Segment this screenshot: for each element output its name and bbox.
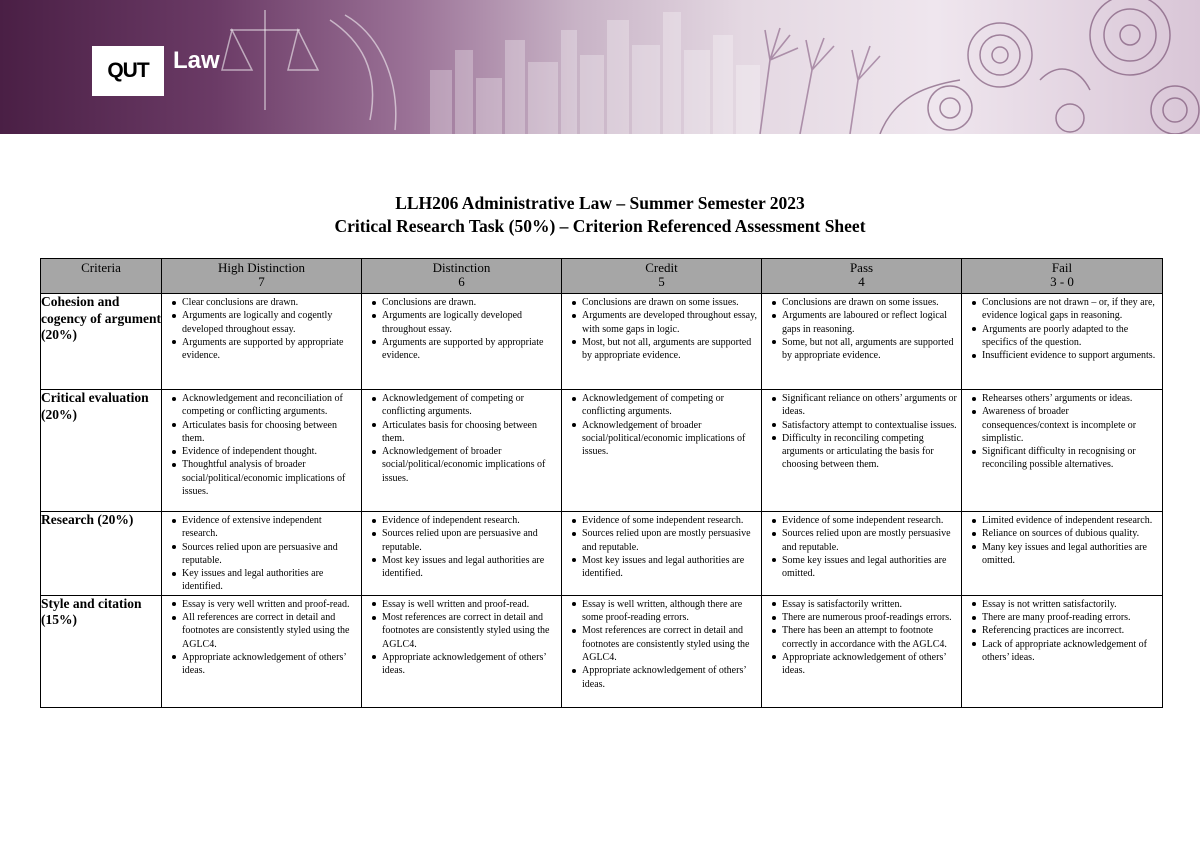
table-cell (562, 390, 762, 512)
header-criteria: Criteria (41, 259, 162, 294)
grade-value: 5 (658, 274, 665, 289)
bullet-list (762, 514, 961, 580)
logo-text: QUT (107, 59, 149, 82)
list-item: There are numerous proof-readings errors. (782, 611, 957, 624)
table-cell (562, 595, 762, 707)
list-item: Conclusions are not drawn – or, if they are, evidence logical gaps in reasoning. (982, 296, 1158, 323)
grade-value: 6 (458, 274, 465, 289)
header-distinction: Distinction 6 (362, 259, 562, 294)
list-item: Most, but not all, arguments are supported by appropriate evidence. (582, 336, 757, 363)
bullet-list (162, 392, 361, 498)
list-item: Essay is well written and proof-read. (382, 598, 557, 611)
list-item: Conclusions are drawn on some issues. (782, 296, 957, 309)
list-item: Most key issues and legal authorities are identified. (382, 554, 557, 581)
assessment-table (40, 258, 1163, 708)
list-item: Rehearses others’ arguments or ideas. (982, 392, 1158, 405)
list-item: Most references are correct in detail and footnotes are consistently styled using the AGLC4. (582, 624, 757, 664)
list-item: Essay is very well written and proof-read. (182, 598, 357, 611)
bullet-list (962, 392, 1162, 472)
bullet-list (962, 598, 1162, 664)
table-cell (362, 390, 562, 512)
list-item: Arguments are laboured or reflect logical gaps in reasoning. (782, 309, 957, 336)
bullet-list (762, 296, 961, 362)
table-cell (962, 390, 1163, 512)
bullet-list (362, 392, 561, 485)
header-banner (0, 0, 1200, 134)
criterion-label: Style and citation (15%) (41, 595, 162, 707)
bullet-list (762, 392, 961, 472)
list-item: Significant difficulty in recognising or reconciling possible alternatives. (982, 445, 1158, 472)
list-item: Evidence of independent thought. (182, 445, 357, 458)
table-cell (562, 294, 762, 390)
list-item: Sources relied upon are persuasive and reputable. (382, 527, 557, 554)
criterion-label: Critical evaluation (20%) (41, 390, 162, 512)
list-item: Lack of appropriate acknowledgement of others’ ideas. (982, 638, 1158, 665)
table-cell (162, 390, 362, 512)
list-item: Some key issues and legal authorities are omitted. (782, 554, 957, 581)
header-credit: Credit 5 (562, 259, 762, 294)
list-item: Articulates basis for choosing between them. (382, 419, 557, 446)
criterion-label: Research (20%) (41, 512, 162, 596)
grade-value: 7 (258, 274, 265, 289)
grade-value: 3 - 0 (1050, 274, 1074, 289)
list-item: Arguments are poorly adapted to the specifics of the question. (982, 323, 1158, 350)
list-item: Evidence of independent research. (382, 514, 557, 527)
table-row (41, 512, 1163, 596)
table-cell (362, 595, 562, 707)
table-cell (962, 294, 1163, 390)
list-item: Arguments are logically developed throughout essay. (382, 309, 557, 336)
list-item: Essay is satisfactorily written. (782, 598, 957, 611)
list-item: Difficulty in reconciling competing arguments or articulating the basis for choosing between them. (782, 432, 957, 472)
table-cell (162, 595, 362, 707)
bullet-list (362, 514, 561, 580)
list-item: Acknowledgement of competing or conflicting arguments. (582, 392, 757, 419)
table-cell (762, 294, 962, 390)
list-item: Acknowledgement of broader social/political/economic implications of issues. (582, 419, 757, 459)
bullet-list (362, 598, 561, 678)
page-subtitle: Critical Research Task (50%) – Criterion Referenced Assessment Sheet (334, 216, 866, 236)
list-item: Appropriate acknowledgement of others’ ideas. (582, 664, 757, 691)
list-item: Clear conclusions are drawn. (182, 296, 357, 309)
bullet-list (562, 598, 761, 691)
list-item: Essay is not written satisfactorily. (982, 598, 1158, 611)
list-item: Appropriate acknowledgement of others’ ideas. (182, 651, 357, 678)
header-high-distinction: High Distinction 7 (162, 259, 362, 294)
list-item: Satisfactory attempt to contextualise issues. (782, 419, 957, 431)
bullet-list (562, 392, 761, 458)
list-item: There has been an attempt to footnote correctly in accordance with the AGLC4. (782, 624, 957, 651)
list-item: Many key issues and legal authorities are omitted. (982, 541, 1158, 568)
header-pass: Pass 4 (762, 259, 962, 294)
list-item: Most references are correct in detail and footnotes are consistently styled using the AGLC4. (382, 611, 557, 651)
table-cell (162, 294, 362, 390)
qut-logo (92, 46, 164, 96)
list-item: Conclusions are drawn. (382, 296, 557, 309)
list-item: Acknowledgement of competing or conflicting arguments. (382, 392, 557, 419)
list-item: Thoughtful analysis of broader social/political/economic implications of issues. (182, 458, 357, 498)
table-header-row (41, 259, 1163, 294)
grade-value: 4 (858, 274, 865, 289)
list-item: Evidence of extensive independent research. (182, 514, 357, 541)
list-item: Conclusions are drawn on some issues. (582, 296, 757, 309)
list-item: Key issues and legal authorities are identified. (182, 567, 357, 594)
list-item: Arguments are supported by appropriate evidence. (182, 336, 357, 363)
list-item: Sources relied upon are persuasive and reputable. (182, 541, 357, 568)
bullet-list (962, 514, 1162, 567)
list-item: Reliance on sources of dubious quality. (982, 527, 1158, 540)
list-item: Acknowledgement and reconciliation of competing or conflicting arguments. (182, 392, 357, 419)
header-fail: Fail 3 - 0 (962, 259, 1163, 294)
list-item: Evidence of some independent research. (782, 514, 957, 527)
bullet-list (562, 296, 761, 362)
page-title: LLH206 Administrative Law – Summer Semester 2023 (395, 193, 805, 213)
bullet-list (962, 296, 1162, 362)
list-item: Sources relied upon are mostly persuasive and reputable. (782, 527, 957, 554)
list-item: Articulates basis for choosing between them. (182, 419, 357, 446)
list-item: Awareness of broader consequences/context is incomplete or simplistic. (982, 405, 1158, 445)
list-item: Arguments are logically and cogently developed throughout essay. (182, 309, 357, 336)
list-item: Appropriate acknowledgement of others’ ideas. (382, 651, 557, 678)
list-item: All references are correct in detail and footnotes are consistently styled using the AGLC4. (182, 611, 357, 651)
list-item: Arguments are supported by appropriate evidence. (382, 336, 557, 363)
list-item: Sources relied upon are mostly persuasive and reputable. (582, 527, 757, 554)
list-item: Most key issues and legal authorities are identified. (582, 554, 757, 581)
document-titles (0, 192, 1200, 238)
list-item: Significant reliance on others’ arguments or ideas. (782, 393, 957, 418)
list-item: Some, but not all, arguments are supported by appropriate evidence. (782, 336, 957, 363)
table-cell (962, 595, 1163, 707)
list-item: Arguments are developed throughout essay, with some gaps in logic. (582, 310, 757, 335)
bullet-list (562, 514, 761, 580)
table-row (41, 294, 1163, 390)
list-item: Insufficient evidence to support arguments. (982, 349, 1158, 362)
list-item: Referencing practices are incorrect. (982, 624, 1158, 637)
table-cell (762, 390, 962, 512)
table-row (41, 390, 1163, 512)
bullet-list (162, 598, 361, 678)
table-cell (162, 512, 362, 596)
table-cell (362, 294, 562, 390)
bullet-list (162, 514, 361, 594)
table-cell (762, 595, 962, 707)
bullet-list (762, 598, 961, 678)
list-item: Limited evidence of independent research. (982, 514, 1158, 527)
table-cell (362, 512, 562, 596)
table-cell (762, 512, 962, 596)
list-item: Appropriate acknowledgement of others’ ideas. (782, 651, 957, 678)
list-item: Essay is well written, although there are some proof-reading errors. (582, 598, 757, 625)
criterion-label: Cohesion and cogency of argument (20%) (41, 294, 162, 390)
table-cell (562, 512, 762, 596)
logo-word: Law (173, 47, 220, 74)
table-row (41, 595, 1163, 707)
list-item: Acknowledgement of broader social/political/economic implications of issues. (382, 445, 557, 485)
bullet-list (162, 296, 361, 362)
list-item: There are many proof-reading errors. (982, 611, 1158, 624)
bullet-list (362, 296, 561, 362)
table-cell (962, 512, 1163, 596)
list-item: Evidence of some independent research. (582, 514, 757, 527)
